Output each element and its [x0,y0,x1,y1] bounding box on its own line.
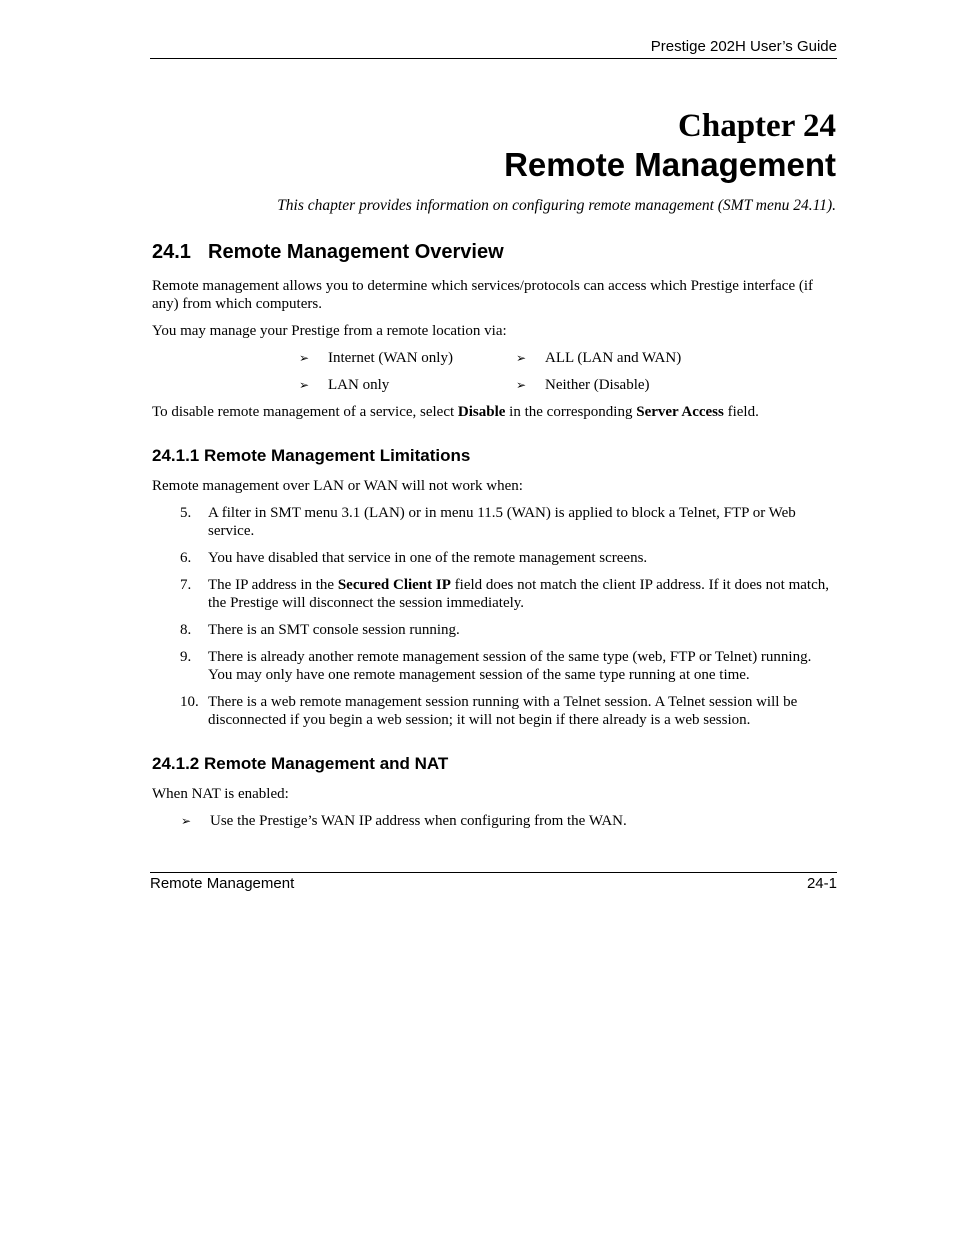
list-item: 8. There is an SMT console session running. [180,622,460,638]
arrowhead-bullet-icon: ➢ [181,814,192,828]
arrowhead-bullet-icon: ➢ [299,351,310,365]
list-item: 5. A filter in SMT menu 3.1 (LAN) or in menu 11.5 (WAN) is applied to block a Telnet, FTP or Web service. [180,505,796,539]
list-item: 7. The IP address in the Secured Client IP field does not match the client IP address. If it does not match, the Prestige will disconnect the session immediately. [180,577,830,611]
list-item: ➢ Internet (WAN only) [299,350,453,366]
list-item: 6. You have disabled that service in one of the remote management screens. [180,550,648,566]
disable-instructions: To disable remote management of a service, select Disable in the corresponding Server Access field. [152,404,759,420]
list-item: ➢ ALL (LAN and WAN) [516,350,682,366]
guide-title: Prestige 202H User’s Guide [650,38,837,55]
limitations-intro: Remote management over LAN or WAN will not work when: [152,478,523,494]
page-number: 24-1 [806,875,837,892]
arrowhead-bullet-icon: ➢ [516,351,527,365]
list-item: 9. There is already another remote management session of the same type (web, FTP or Telnet) running. You may only have one remote management session of the same type running at one time. [180,649,812,683]
arrowhead-bullet-icon: ➢ [516,378,527,392]
running-footer [150,872,837,892]
list-item: 10. There is a web remote management session running with a Telnet session. A Telnet session will be disconnected if you begin a web session; it will not begin if there already is a web session. [180,694,798,728]
access-options-list [299,349,832,394]
list-item: ➢ Neither (Disable) [516,377,650,393]
section-number: 24.1 [152,241,191,263]
list-item: ➢ Use the Prestige’s WAN IP address when configuring from the WAN. [181,813,627,829]
overview-paragraph-2: You may manage your Prestige from a remote location via: [152,323,507,339]
section-heading-24-1 [152,237,832,267]
section-heading-24-1-1: 24.1.1 Remote Management Limitations [152,446,471,465]
page-content [152,237,832,830]
limitations-list [152,504,832,729]
section-heading-24-1-2: 24.1.2 Remote Management and NAT [152,754,449,773]
nat-intro: When NAT is enabled: [152,786,289,802]
chapter-intro: This chapter provides information on configuring remote management (SMT menu 24.11). [277,197,836,214]
list-item: ➢ LAN only [299,377,390,393]
chapter-number: Chapter 24 [678,108,836,144]
arrowhead-bullet-icon: ➢ [299,378,310,392]
overview-paragraph-1: Remote management allows you to determine which services/protocols can access which Prestige interface (if any) from which computers. [152,278,814,312]
chapter-title: Remote Management [504,146,836,183]
running-header [150,38,837,59]
section-title: Remote Management Overview [208,241,504,263]
footer-chapter-title: Remote Management [150,875,295,892]
